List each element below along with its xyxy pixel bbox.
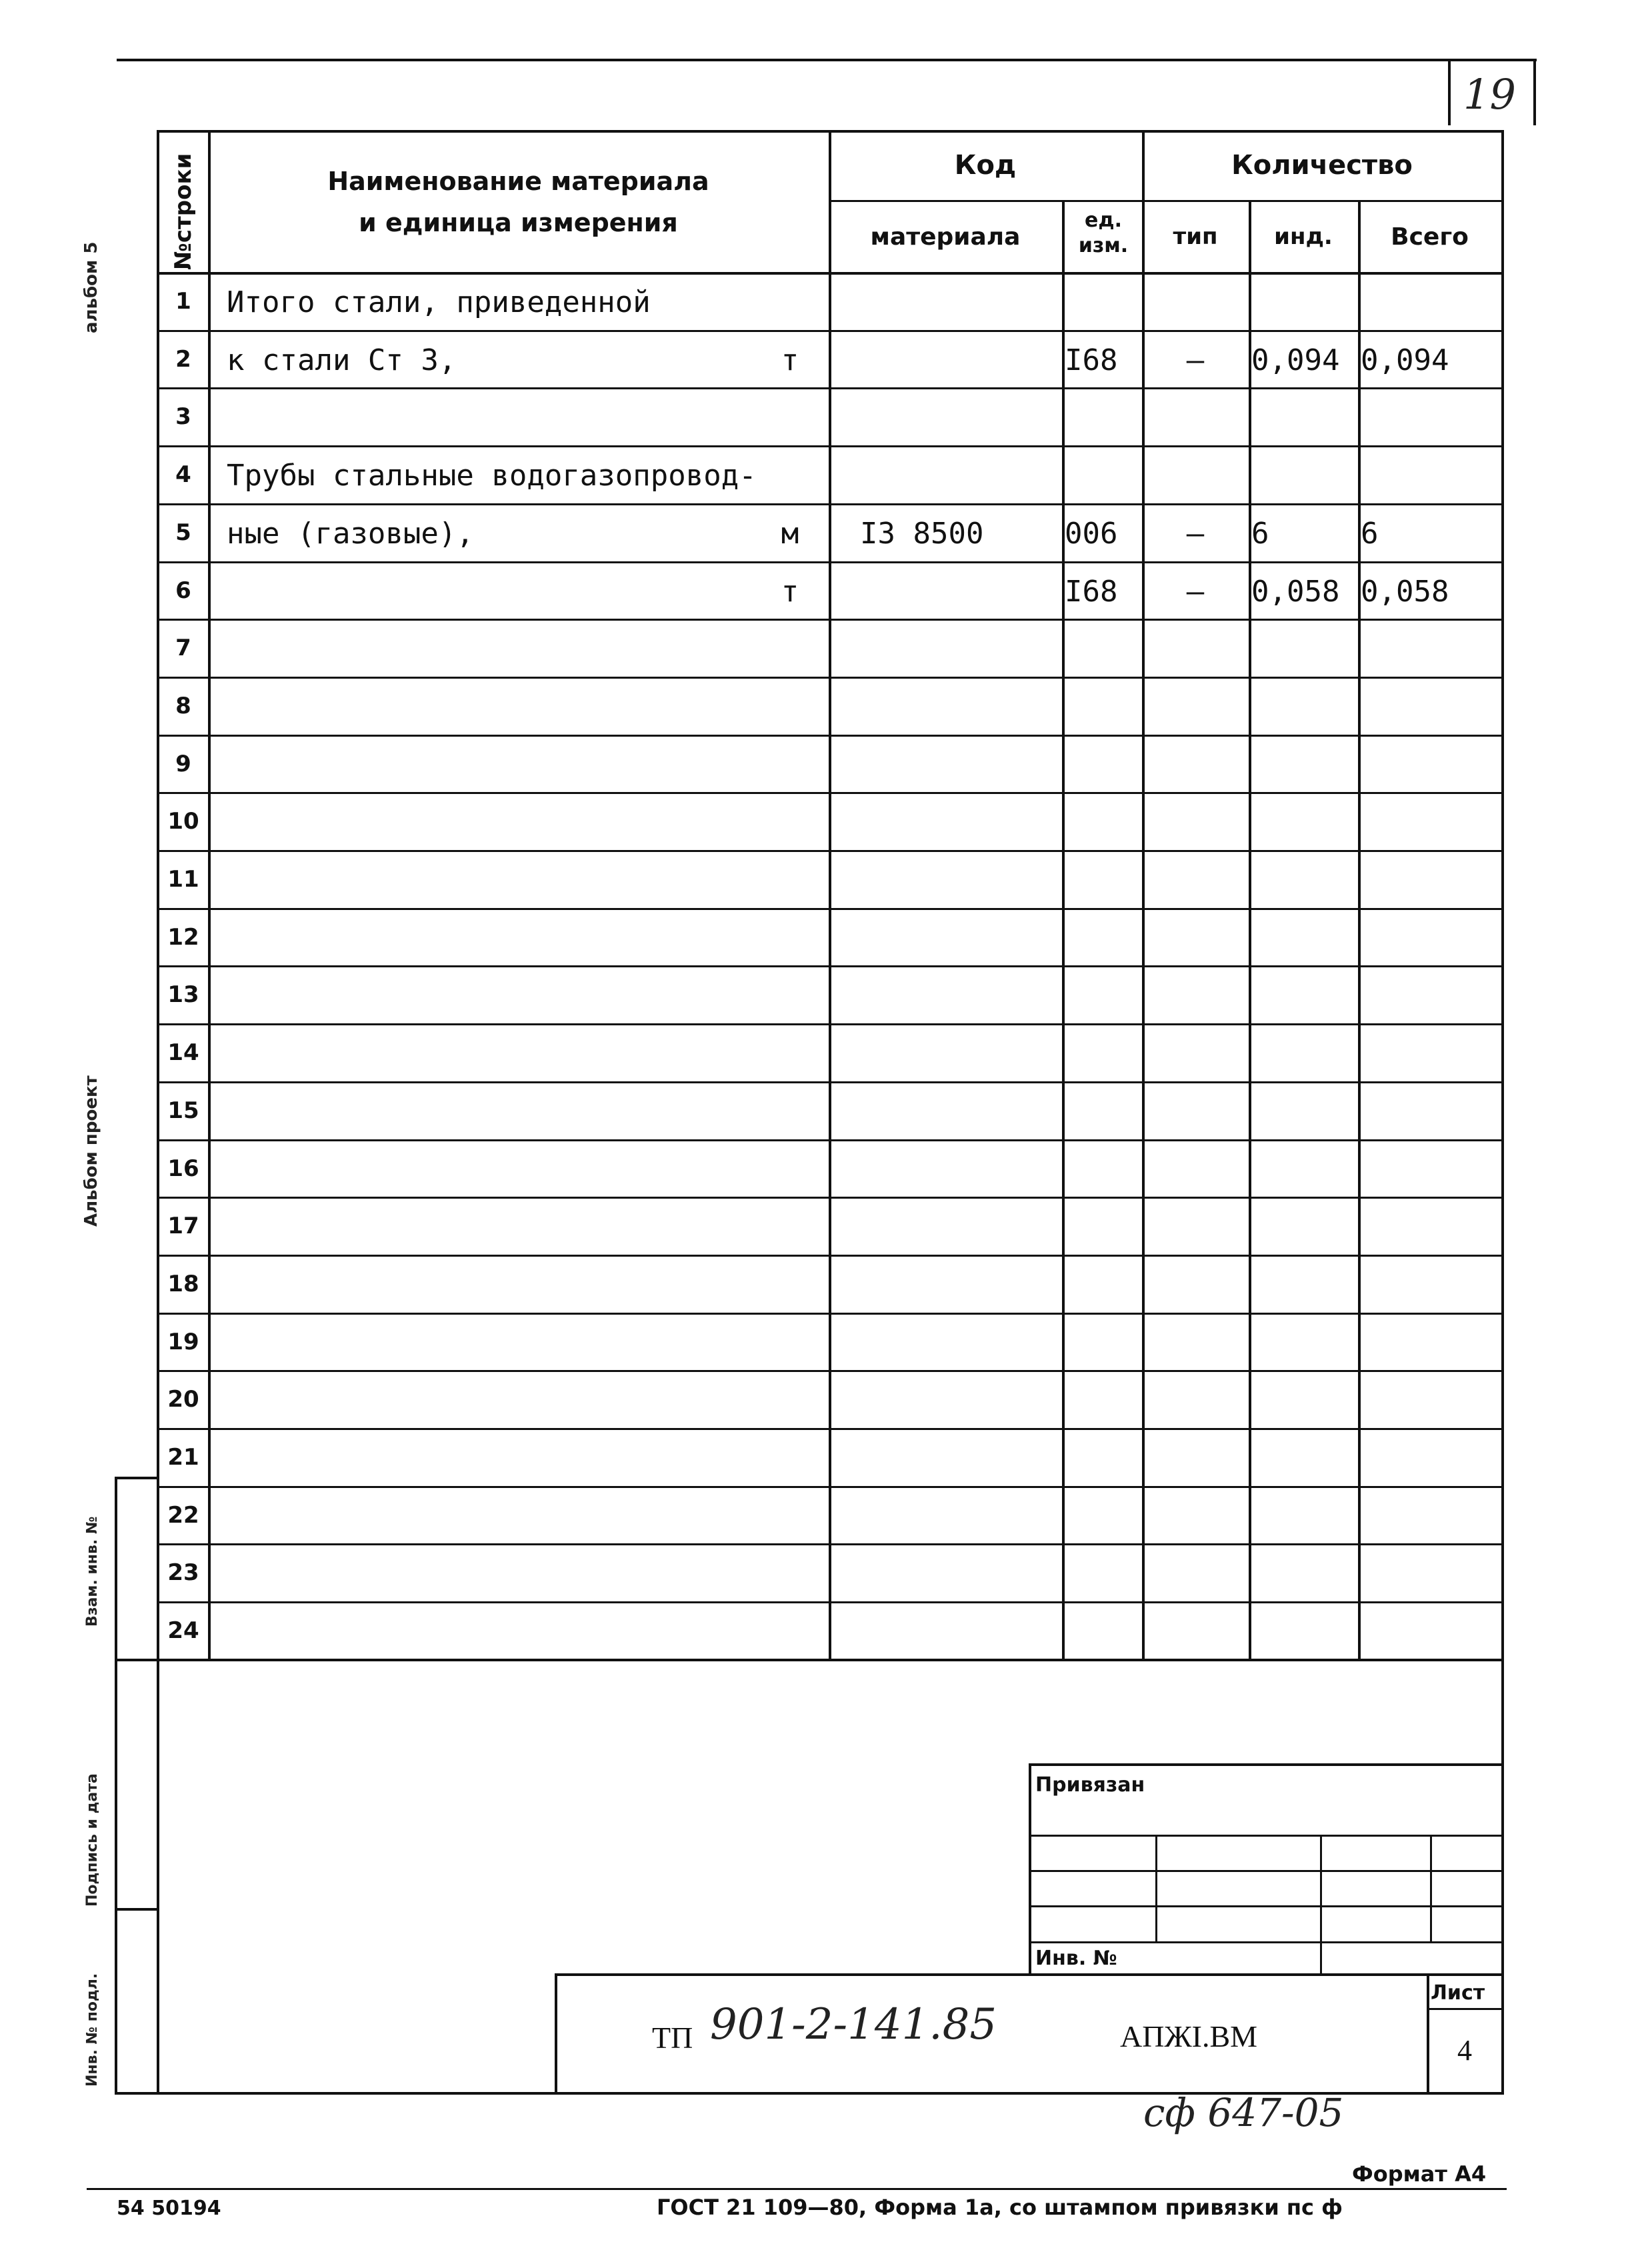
col-div-ind-total [1358, 200, 1361, 1660]
row-unit: т [781, 343, 799, 377]
stamp-top [555, 1973, 1504, 1976]
row-divider [157, 1081, 1503, 1083]
row-name: Итого стали, приведенной [227, 285, 651, 319]
side-label-middle: Альбом проект [81, 1075, 101, 1227]
row-number: 1 [175, 288, 191, 315]
row-number: 24 [167, 1617, 199, 1645]
privyazan-row4 [1029, 1941, 1504, 1943]
privyazan-row2 [1029, 1870, 1504, 1872]
header-code: Код [954, 150, 1017, 181]
header-subrow-line [829, 200, 1502, 202]
privyazan-row3 [1029, 1905, 1504, 1907]
row-divider [157, 850, 1503, 852]
handwritten-note: сф 647-05 [1143, 2090, 1344, 2135]
table-bottom-line [117, 1659, 1504, 1661]
row-divider [157, 330, 1503, 332]
row-total: 0,094 [1361, 343, 1449, 377]
row-number: 21 [167, 1444, 199, 1471]
row-number: 6 [175, 577, 191, 604]
privyazan-col1 [1155, 1835, 1157, 1941]
row-total: 0,058 [1361, 574, 1449, 609]
privyazan-col3 [1430, 1835, 1432, 1941]
stamp-sheet-hdiv [1427, 2008, 1503, 2010]
side-frame-div2 [115, 1908, 158, 1911]
row-divider [157, 1370, 1503, 1372]
page-number-box-right [1533, 59, 1536, 125]
side-label-sign-date: Подпись и дата [84, 1773, 101, 1907]
col-div-type-ind [1249, 200, 1251, 1660]
row-ed: I68 [1065, 343, 1118, 377]
row-ed: I68 [1065, 574, 1118, 609]
row-divider [157, 1543, 1503, 1545]
col-div-name [829, 130, 831, 1660]
header-q-type: тип [1173, 223, 1218, 250]
row-divider [157, 619, 1503, 621]
row-number: 5 [175, 519, 191, 546]
header-code-material: материала [870, 223, 1021, 251]
sheet-label: Лист [1431, 1981, 1485, 2005]
row-number: 22 [167, 1501, 199, 1529]
row-ed: 006 [1065, 516, 1118, 551]
row-type: – [1186, 574, 1205, 609]
row-number: 4 [175, 461, 191, 489]
row-number: 14 [167, 1039, 199, 1067]
row-number: 13 [167, 981, 199, 1009]
footer-rule [87, 2188, 1507, 2190]
page-number-box-left [1448, 59, 1451, 125]
row-type: – [1186, 516, 1205, 551]
row-divider [157, 908, 1503, 910]
header-name-line1: Наименование материала [327, 167, 709, 196]
side-label-inv-orig: Инв. № подл. [84, 1973, 101, 2087]
side-frame-div1 [115, 1477, 158, 1479]
privyazan-row1 [1029, 1835, 1504, 1837]
row-unit: м [781, 516, 799, 551]
privyazan-label: Привязан [1035, 1773, 1145, 1797]
col-div-code-ed [1062, 200, 1065, 1660]
header-q-total: Всего [1391, 223, 1469, 251]
row-name: Трубы стальные водогазопровод- [227, 459, 757, 493]
tp-number: 901-2-141.85 [710, 2000, 997, 2049]
row-divider [157, 792, 1503, 794]
row-divider [157, 735, 1503, 737]
row-number: 11 [167, 866, 199, 893]
row-divider [157, 1139, 1503, 1141]
row-number: 15 [167, 1097, 199, 1124]
side-label-inv-lower: Взам. инв. № [84, 1516, 101, 1627]
row-divider [157, 1428, 1503, 1430]
row-divider [157, 1197, 1503, 1199]
page-number: 19 [1463, 70, 1516, 119]
row-number: 23 [167, 1559, 199, 1587]
row-number: 9 [175, 750, 191, 777]
row-type: – [1186, 343, 1205, 377]
row-divider [157, 1313, 1503, 1315]
row-name: ные (газовые), [227, 516, 474, 551]
row-name: к стали Ст 3, [227, 343, 457, 377]
row-number: 17 [167, 1213, 199, 1240]
header-name-line2: и единица измерения [359, 208, 678, 237]
row-number: 19 [167, 1328, 199, 1355]
row-number: 10 [167, 808, 199, 835]
frame-left [157, 130, 159, 2093]
inv-no-label: Инв. № [1035, 1947, 1117, 1970]
header-bottom-line [157, 272, 1504, 275]
header-code-unit: ед. изм. [1078, 209, 1129, 257]
row-divider [157, 965, 1503, 967]
row-divider [157, 1486, 1503, 1488]
row-ind: 0,058 [1251, 574, 1340, 609]
sheet-value: 4 [1457, 2034, 1472, 2067]
frame-right [1501, 130, 1504, 2093]
privyazan-col2 [1320, 1835, 1322, 1973]
side-label-top: альбом 5 [81, 241, 101, 333]
stamp-left [555, 1973, 557, 2093]
row-number: 18 [167, 1270, 199, 1297]
row-ind: 6 [1251, 516, 1269, 551]
row-number: 8 [175, 692, 191, 719]
row-divider [157, 1601, 1503, 1603]
row-number: 12 [167, 923, 199, 951]
row-ind: 0,094 [1251, 343, 1340, 377]
row-number: 7 [175, 635, 191, 662]
row-divider [157, 561, 1503, 563]
footer-gost: ГОСТ 21 109—80, Форма 1а, со штампом привязки пс ф [657, 2195, 1343, 2220]
row-number: 3 [175, 403, 191, 431]
privyazan-top [1029, 1763, 1504, 1766]
col-div-rowno [208, 130, 211, 1660]
row-divider [157, 677, 1503, 679]
row-unit: т [781, 574, 799, 609]
row-divider [157, 387, 1503, 389]
tp-prefix: ТП [652, 2021, 693, 2055]
row-divider [157, 1023, 1503, 1025]
row-code: I3 8500 [860, 516, 984, 551]
row-number: 20 [167, 1386, 199, 1413]
row-number: 2 [175, 345, 191, 373]
header-row-no: №строки [170, 153, 197, 270]
header-quantity: Количество [1231, 150, 1413, 181]
row-total: 6 [1361, 516, 1379, 551]
side-frame-left [115, 1477, 117, 2093]
row-number: 16 [167, 1155, 199, 1182]
top-rule [117, 59, 1537, 61]
header-q-ind: инд. [1274, 223, 1333, 250]
doc-code: АПЖI.ВМ [1120, 2019, 1258, 2053]
row-divider [157, 445, 1503, 447]
footer-left-code: 54 50194 [117, 2197, 221, 2220]
footer-format: Формат А4 [1352, 2161, 1487, 2187]
row-divider [157, 503, 1503, 505]
row-divider [157, 1255, 1503, 1257]
